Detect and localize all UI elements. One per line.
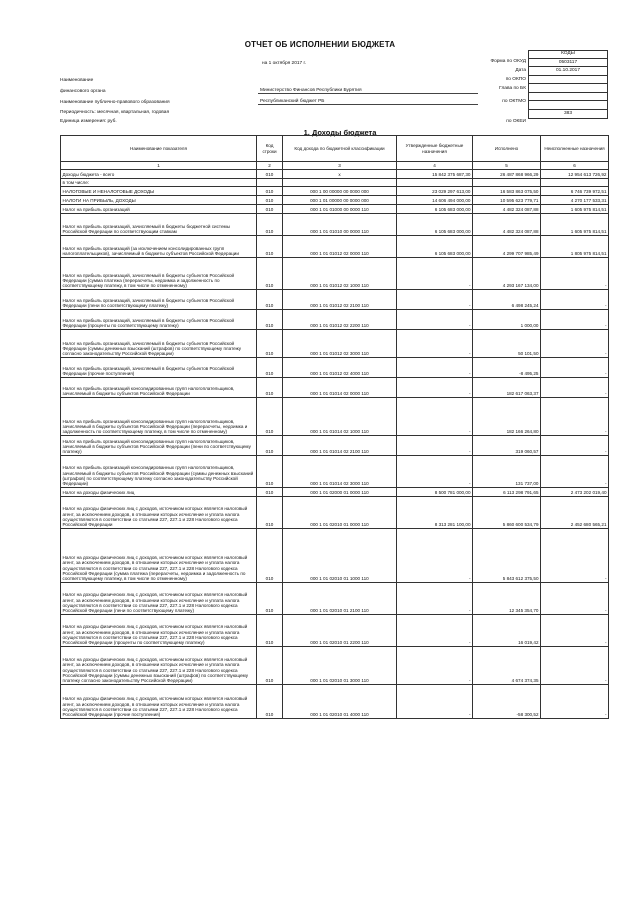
row-left: 4 270 177 533,31	[541, 196, 609, 205]
row-done: 4 299 707 985,49	[473, 236, 541, 258]
row-revenue-code: 000 1 01 02000 01 0000 110	[283, 488, 397, 497]
row-revenue-code: 000 1 01 01014 02 0000 110	[283, 378, 397, 398]
row-approved: 23 029 297 613,00	[397, 187, 473, 196]
row-done: 16 019,42	[473, 615, 541, 647]
row-approved: -	[397, 583, 473, 615]
col-number: 6	[541, 162, 609, 170]
row-approved: -	[397, 436, 473, 456]
row-done: 182 166 264,80	[473, 398, 541, 436]
row-left: -	[541, 330, 609, 358]
row-approved: -	[397, 529, 473, 583]
col-header-name: Наименование показателя	[61, 136, 257, 162]
row-done: 182 617 063,37	[473, 378, 541, 398]
okpo-label: по ОКПО	[505, 77, 526, 82]
row-approved: -	[397, 258, 473, 290]
row-left: 6 746 739 972,51	[541, 187, 609, 196]
table-row	[61, 330, 609, 358]
fin-organ-value: Министерство Финансов Республики Бурятия	[258, 87, 478, 94]
row-revenue-code	[283, 179, 397, 187]
row-name: Налог на прибыль организаций консолидированных групп налогоплательщиков, зачисляемый в бюджеты субъектов Российской Федерации (суммы денежных взысканий (штрафов) по соответствующему платежу согласно законодательству Российской Федерации)	[61, 456, 257, 488]
oktmo-code	[529, 92, 608, 101]
row-line-code: 010	[257, 236, 283, 258]
oktmo-label: по ОКТМО	[502, 99, 526, 104]
row-line-code: 010	[257, 583, 283, 615]
row-left: 1 605 975 814,51	[541, 205, 609, 214]
row-done: 5 860 600 534,79	[473, 497, 541, 529]
row-approved: -	[397, 378, 473, 398]
glava-code	[529, 84, 608, 93]
row-done: 10 595 623 779,71	[473, 196, 541, 205]
table-row	[61, 529, 609, 583]
row-name: Налог на доходы физических лиц с доходов, источником которых является налоговый агент, за исключением доходов, в отношении которых исчисление и уплата налога осуществляются в соответствии со статьями 227, 227.1 и 228 Налогового кодекса Российской Федерации (прочие поступления)	[61, 685, 257, 719]
row-revenue-code: 000 1 01 01012 02 2200 110	[283, 310, 397, 330]
row-approved: 6 105 683 000,00	[397, 205, 473, 214]
row-done: 6 498 245,24	[473, 290, 541, 310]
table-row	[61, 258, 609, 290]
row-line-code: 010	[257, 290, 283, 310]
row-revenue-code: 000 1 01 02010 01 1000 110	[283, 529, 397, 583]
row-left: -	[541, 647, 609, 685]
row-revenue-code: 000 1 01 02010 01 0000 110	[283, 497, 397, 529]
okei-label: по ОКЕИ	[506, 119, 526, 124]
row-line-code: 010	[257, 529, 283, 583]
row-name: Налог на прибыль организаций (за исключением консолидированных групп налогоплательщиков), зачисляемый в бюджеты субъектов Российской Федерации	[61, 236, 257, 258]
table-row	[61, 378, 609, 398]
row-left: -	[541, 378, 609, 398]
row-approved: -	[397, 685, 473, 719]
row-left: -	[541, 290, 609, 310]
row-name: в том числе:	[61, 179, 257, 187]
col-number: 2	[257, 162, 283, 170]
row-done: 12 345 354,70	[473, 583, 541, 615]
row-left: -	[541, 258, 609, 290]
row-done: 6 113 298 791,65	[473, 488, 541, 497]
row-line-code: 010	[257, 398, 283, 436]
row-done	[473, 179, 541, 187]
row-revenue-code: 000 1 01 01012 02 1000 110	[283, 258, 397, 290]
row-approved	[397, 179, 473, 187]
row-line-code: 010	[257, 310, 283, 330]
row-name: Налог на доходы физических лиц	[61, 488, 257, 497]
row-approved: -	[397, 456, 473, 488]
row-name: Налог на прибыль организаций консолидированных групп налогоплательщиков, зачисляемый в бюджеты субъектов Российской Федерации	[61, 378, 257, 398]
col-header-approved: Утвержденные бюджетные назначения	[397, 136, 473, 162]
col-header-done: Исполнено	[473, 136, 541, 162]
row-name: Доходы бюджета - всего	[61, 170, 257, 179]
col-number: 3	[283, 162, 397, 170]
row-revenue-code: 000 1 01 01014 02 1000 110	[283, 398, 397, 436]
row-left: -	[541, 358, 609, 378]
row-line-code: 010	[257, 647, 283, 685]
row-done: 131 737,00	[473, 456, 541, 488]
row-name: Налог на прибыль организаций, зачисляемый в бюджеты субъектов Российской Федерации (проценты по соответствующему платежу)	[61, 310, 257, 330]
revenue-table	[60, 135, 609, 719]
row-done: 16 583 863 075,50	[473, 187, 541, 196]
table-row	[61, 187, 609, 196]
okud-code: 0503117	[529, 58, 608, 67]
row-revenue-code: 000 1 01 01012 02 0000 110	[283, 236, 397, 258]
row-revenue-code: 000 1 01 01014 02 3000 110	[283, 456, 397, 488]
row-line-code: 010	[257, 436, 283, 456]
date-code: 01.10.2017	[529, 67, 608, 76]
row-approved: 15 842 375 687,30	[397, 170, 473, 179]
budget-value: Республиканский бюджет РБ	[258, 98, 478, 105]
row-revenue-code: 000 1 01 01012 02 2100 110	[283, 290, 397, 310]
row-revenue-code: 000 1 01 02010 01 4000 110	[283, 685, 397, 719]
row-name: Налог на доходы физических лиц с доходов, источником которых является налоговый агент, за исключением доходов, в отношении которых исчисление и уплата налога осуществляются в соответствии со статьями 227, 227.1 и 228 Налогового кодекса Российской Федерации (пени по соответствующему платежу)	[61, 583, 257, 615]
row-name: Налог на прибыль организаций, зачисляемый в бюджеты субъектов Российской Федерации (пени по соответствующему платежу)	[61, 290, 257, 310]
row-left: 12 954 613 726,92	[541, 170, 609, 179]
row-approved: -	[397, 310, 473, 330]
row-line-code: 010	[257, 456, 283, 488]
table-header-row	[61, 136, 609, 162]
table-row	[61, 170, 609, 179]
fin-organ-label: финансового органа	[60, 89, 106, 94]
column-number-row	[61, 162, 609, 170]
table-row	[61, 456, 609, 488]
row-line-code	[257, 179, 283, 187]
okud-label: Форма по ОКУД	[490, 59, 526, 64]
row-left: 1 805 975 814,51	[541, 236, 609, 258]
table-row	[61, 196, 609, 205]
row-revenue-code: 000 1 01 01000 00 0000 110	[283, 205, 397, 214]
row-line-code: 010	[257, 358, 283, 378]
table-row	[61, 290, 609, 310]
row-name: НАЛОГОВЫЕ И НЕНАЛОГОВЫЕ ДОХОДЫ	[61, 187, 257, 196]
row-name: Налог на прибыль организаций	[61, 205, 257, 214]
period-label: Периодичность: месячная, квартальная, годовая	[60, 110, 170, 115]
table-row	[61, 583, 609, 615]
table-row	[61, 214, 609, 236]
row-left: -	[541, 436, 609, 456]
row-left: -	[541, 310, 609, 330]
table-row	[61, 497, 609, 529]
row-revenue-code: 000 1 01 02010 01 2100 110	[283, 583, 397, 615]
row-left: 1 605 975 814,51	[541, 214, 609, 236]
row-line-code: 010	[257, 330, 283, 358]
table-row	[61, 685, 609, 719]
row-done: 4 482 324 087,88	[473, 214, 541, 236]
row-approved: -	[397, 358, 473, 378]
naimenovanie-label: Наименование	[60, 78, 94, 83]
row-line-code: 010	[257, 685, 283, 719]
row-line-code: 010	[257, 488, 283, 497]
col-number: 4	[397, 162, 473, 170]
row-approved: 6 105 683 000,00	[397, 214, 473, 236]
table-row	[61, 436, 609, 456]
row-done: 4 482 324 087,88	[473, 205, 541, 214]
row-revenue-code: 000 1 01 01012 02 4000 110	[283, 358, 397, 378]
row-approved: 8 500 781 000,00	[397, 488, 473, 497]
row-done: -58 300,52	[473, 685, 541, 719]
row-name: Налог на прибыль организаций консолидированных групп налогоплательщиков, зачисляемый в бюджеты субъектов Российской Федерации (пени по соответствующему платежу)	[61, 436, 257, 456]
report-title: ОТЧЕТ ОБ ИСПОЛНЕНИИ БЮДЖЕТА	[244, 40, 396, 49]
row-done: 4 674 374,35	[473, 647, 541, 685]
row-name: НАЛОГИ НА ПРИБЫЛЬ, ДОХОДЫ	[61, 196, 257, 205]
row-left: -	[541, 529, 609, 583]
table-row	[61, 358, 609, 378]
row-approved: -	[397, 398, 473, 436]
table-row	[61, 310, 609, 330]
row-name: Налог на прибыль организаций, зачисляемый в бюджеты субъектов Российской Федерации (суммы денежных взысканий (штрафов) по соответствующему платежу согласно законодательству Российской Федерации)	[61, 330, 257, 358]
row-name: Налог на прибыль организаций, зачисляемый в бюджеты субъектов Российской Федерации (прочие поступления)	[61, 358, 257, 378]
codes-box	[528, 50, 608, 119]
row-revenue-code: 000 1 01 02010 01 2200 110	[283, 615, 397, 647]
row-revenue-code: 000 1 01 01010 00 0000 110	[283, 214, 397, 236]
row-revenue-code: 000 1 01 01012 02 3000 110	[283, 330, 397, 358]
okei-code: 383	[529, 110, 608, 119]
row-line-code: 010	[257, 214, 283, 236]
row-revenue-code: x	[283, 170, 397, 179]
row-done: 50 101,50	[473, 330, 541, 358]
row-name: Налог на доходы физических лиц с доходов, источником которых является налоговый агент, за исключением доходов, в отношении которых исчисление и уплата налога осуществляются в соответствии со статьями 227, 227.1 и 228 Налогового кодекса Российской Федерации (проценты по соответствующему платежу)	[61, 615, 257, 647]
row-name: Налог на прибыль организаций консолидированных групп налогоплательщиков, зачисляемый в бюджеты субъектов Российской Федерации (перерасчеты, недоимка и задолженность по соответствующему платежу, в том числе по отмененному)	[61, 398, 257, 436]
row-revenue-code: 000 1 00 00000 00 0000 000	[283, 187, 397, 196]
row-done: 5 843 612 375,50	[473, 529, 541, 583]
row-approved: -	[397, 290, 473, 310]
row-approved: 14 606 494 000,00	[397, 196, 473, 205]
table-row	[61, 615, 609, 647]
row-left: -	[541, 685, 609, 719]
date-label: Дата	[515, 68, 526, 73]
row-line-code: 010	[257, 205, 283, 214]
row-done: 26 487 868 966,29	[473, 170, 541, 179]
codes-blank	[529, 101, 608, 110]
row-name: Налог на доходы физических лиц с доходов, источником которых является налоговый агент, за исключением доходов, в отношении которых исчисление и уплата налога осуществляются в соответствии со статьями 227, 227.1 и 228 Налогового кодекса Российской Федерации	[61, 497, 257, 529]
glava-label: Глава по БК	[499, 86, 526, 91]
row-approved: 6 105 683 000,00	[397, 236, 473, 258]
table-row	[61, 179, 609, 187]
row-left: -	[541, 456, 609, 488]
row-revenue-code: 000 1 01 01014 02 2100 110	[283, 436, 397, 456]
row-revenue-code: 000 1 01 02010 01 3000 110	[283, 647, 397, 685]
col-header-code: Код дохода по бюджетной классификации	[283, 136, 397, 162]
row-done: 1 000,00	[473, 310, 541, 330]
row-left: -	[541, 583, 609, 615]
table-row	[61, 398, 609, 436]
row-left: -	[541, 615, 609, 647]
unit-label: Единица измерения: руб.	[60, 119, 117, 124]
row-revenue-code: 000 1 01 00000 00 0000 000	[283, 196, 397, 205]
row-approved: -	[397, 615, 473, 647]
row-left	[541, 179, 609, 187]
table-row	[61, 236, 609, 258]
row-approved: -	[397, 647, 473, 685]
col-header-left: Неисполненные назначения	[541, 136, 609, 162]
row-line-code: 010	[257, 258, 283, 290]
row-done: 319 060,57	[473, 436, 541, 456]
row-line-code: 010	[257, 196, 283, 205]
budget-label: Наименование публично-правового образования	[60, 100, 170, 105]
col-number: 1	[61, 162, 257, 170]
okpo-code	[529, 75, 608, 84]
row-name: Налог на прибыль организаций, зачисляемый в бюджеты бюджетной системы Российской Федерации по соответствующим ставкам	[61, 214, 257, 236]
row-approved: -	[397, 330, 473, 358]
row-left: 2 452 680 565,21	[541, 497, 609, 529]
row-line-code: 010	[257, 187, 283, 196]
row-left: 2 473 202 019,40	[541, 488, 609, 497]
report-date: на 1 октября 2017 г.	[262, 61, 307, 66]
table-row	[61, 488, 609, 497]
row-line-code: 010	[257, 615, 283, 647]
row-line-code: 010	[257, 378, 283, 398]
table-row	[61, 205, 609, 214]
row-line-code: 010	[257, 497, 283, 529]
row-left: -	[541, 398, 609, 436]
section-title: 1. Доходы бюджета	[303, 128, 377, 137]
col-number: 5	[473, 162, 541, 170]
row-line-code: 010	[257, 170, 283, 179]
row-name: Налог на прибыль организаций, зачисляемый в бюджеты субъектов Российской Федерации (сумма платежа (перерасчеты, недоимка и задолженность по соответствующему платежу, в том числе по отмененному)	[61, 258, 257, 290]
row-done: -8 495,25	[473, 358, 541, 378]
col-header-line: Код строки	[257, 136, 283, 162]
row-name: Налог на доходы физических лиц с доходов, источником которых является налоговый агент, за исключением доходов, в отношении которых исчисление и уплата налога осуществляются в соответствии со статьями 227, 227.1 и 228 Налогового кодекса Российской Федерации (суммы денежных взысканий (штрафов) по соответствующему платежу согласно законодательству Российской Федерации)	[61, 647, 257, 685]
codes-header: КОДЫ	[529, 51, 608, 59]
row-approved: 8 313 281 100,00	[397, 497, 473, 529]
table-row	[61, 647, 609, 685]
row-name: Налог на доходы физических лиц с доходов, источником которых является налоговый агент, за исключением доходов, в отношении которых исчисление и уплата налога осуществляются в соответствии со статьями 227, 227.1 и 228 Налогового кодекса Российской Федерации (сумма платежа (перерасчеты, недоимка и задолженность по соответствующему платежу, в том числе по отмененному)	[61, 529, 257, 583]
row-done: 4 293 167 134,00	[473, 258, 541, 290]
